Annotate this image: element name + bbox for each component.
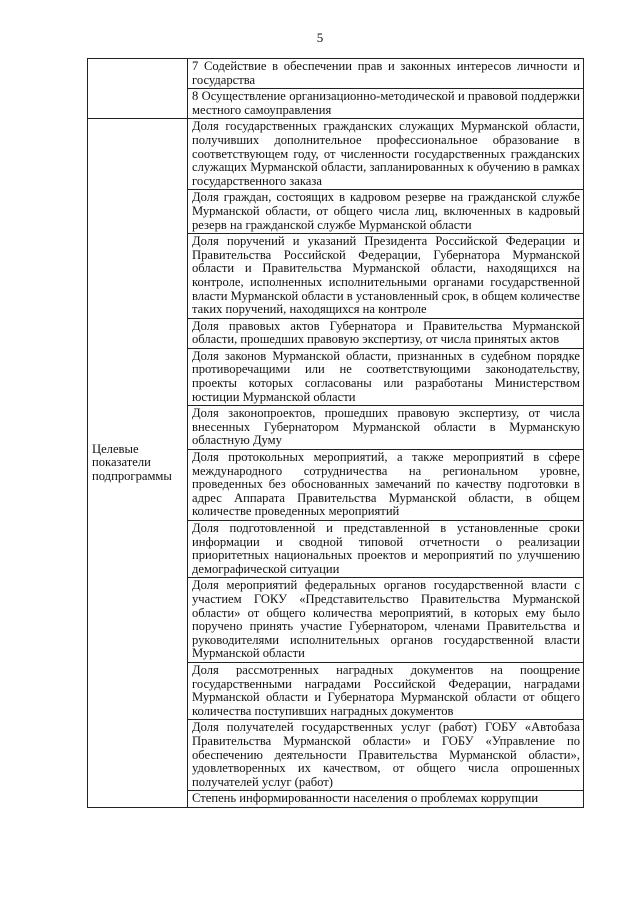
indicator-cell: Доля получателей государственных услуг (работ) ГОБУ «Автобаза Правительства Мурманской области» и ГОБУ «Управление по обеспечению деятельности Правительства Мурманской области», удовлетворенных их качеством, от общего числа опрошенных получателей услуг (работ) <box>188 720 584 791</box>
indicators-label-cell: Целевые показатели подпрограммы <box>88 119 188 808</box>
task-cell: 7 Содействие в обеспечении прав и законных интересов личности и государства <box>188 59 584 89</box>
indicator-cell: Доля протокольных мероприятий, а также мероприятий в сфере международного сотрудничества на региональном уровне, проведенных без обоснованных замечаний по качеству подготовки в адрес Аппарата Правительства Мурманской области, в общем количестве проведенных мероприятий <box>188 450 584 521</box>
indicator-cell: Доля законопроектов, прошедших правовую экспертизу, от числа внесенных Губернатором Мурманской области в Мурманскую областную Думу <box>188 406 584 450</box>
table-row <box>88 119 584 190</box>
empty-label-cell <box>88 59 188 119</box>
indicator-cell: Доля граждан, состоящих в кадровом резерве на гражданской службе Мурманской области, от общего числа лиц, включенных в кадровый резерв на гражданской службе Мурманской области <box>188 190 584 234</box>
indicator-cell: Доля государственных гражданских служащих Мурманской области, получивших дополнительное профессиональное образование в соответствующем году, от численности государственных гражданских служащих Мурманской области, запланированных к обучению в рамках государственного заказа <box>188 119 584 190</box>
indicator-cell: Доля мероприятий федеральных органов государственной власти с участием ГОКУ «Представительство Правительства Мурманской области» от общего количества мероприятий, в которых ему было поручено принять участие Губернатором, членами Правительства и руководителями исполнительных органов государственной власти Мурманской области <box>188 578 584 663</box>
page-number: 5 <box>316 30 324 45</box>
subprogram-table <box>87 58 584 808</box>
indicator-cell: Доля правовых актов Губернатора и Правительства Мурманской области, прошедших правовую экспертизу, от числа принятых актов <box>188 318 584 348</box>
task-cell: 8 Осуществление организационно-методической и правовой поддержки местного самоуправления <box>188 89 584 119</box>
indicator-cell: Доля поручений и указаний Президента Российской Федерации и Правительства Российской Федерации, Губернатора Мурманской области и Правительства Мурманской области, находящихся на контроле, исполненных исполнительными органами государственной власти Мурманской области в установленный срок, в общем количестве таких поручений, находящихся на контроле <box>188 234 584 319</box>
indicator-cell: Доля подготовленной и представленной в установленные сроки информации и сводной типовой отчетности о реализации приоритетных национальных проектов и мероприятий по улучшению демографической ситуации <box>188 521 584 578</box>
indicator-cell: Степень информированности населения о проблемах коррупции <box>188 791 584 808</box>
table-row <box>88 59 584 89</box>
indicator-cell: Доля законов Мурманской области, признанных в судебном порядке противоречащими или не соответствующими законодательству, проекты которых согласованы или разработаны Министерством юстиции Мурманской области <box>188 348 584 405</box>
indicator-cell: Доля рассмотренных наградных документов на поощрение государственными наградами Российской Федерации, наградами Мурманской области и Губернатора Мурманской области от общего количества поступивших наградных документов <box>188 662 584 719</box>
